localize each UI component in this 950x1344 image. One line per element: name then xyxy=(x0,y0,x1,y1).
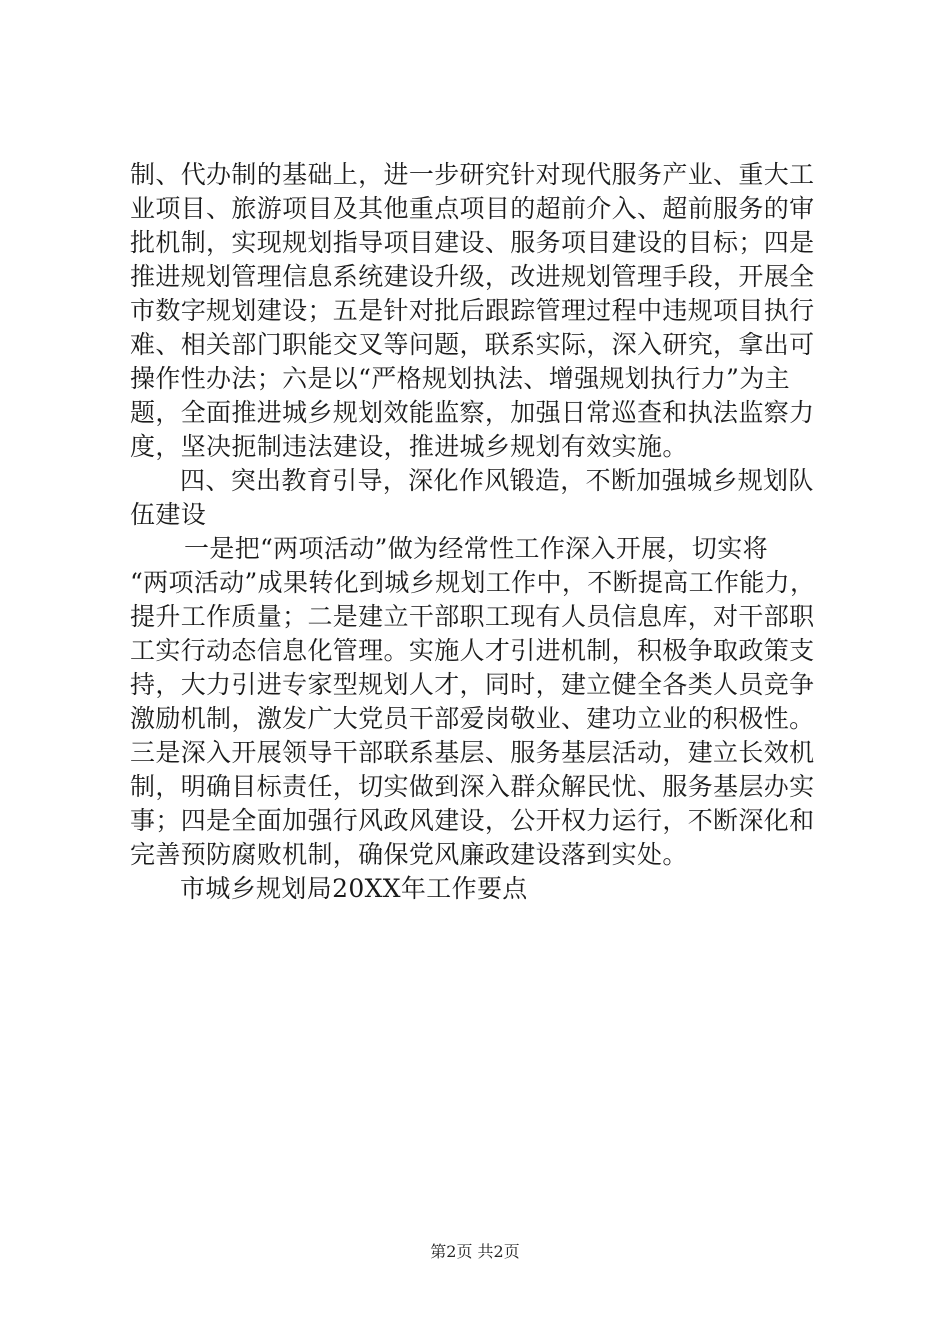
text-line: 提升工作质量；二是建立干部职工现有人员信息库，对干部职 xyxy=(130,602,815,631)
text-line: 推进规划管理信息系统建设升级，改进规划管理手段，开展全 xyxy=(130,262,815,291)
section-heading-4 xyxy=(130,464,830,532)
text-line: 工实行动态信息化管理。实施人才引进机制，积极争取政策支 xyxy=(130,636,815,665)
paragraph-planning-measures xyxy=(130,158,830,464)
text-line: 事；四是全面加强行风政风建设，公开权力运行，不断深化和 xyxy=(130,806,815,835)
text-line: 市数字规划建设；五是针对批后跟踪管理过程中违规项目执行 xyxy=(130,296,815,325)
text-line: 三是深入开展领导干部联系基层、服务基层活动，建立长效机 xyxy=(130,738,815,767)
closing-title: 市城乡规划局20XX年工作要点 xyxy=(180,874,528,903)
text-line: “两项活动”成果转化到城乡规划工作中，不断提高工作能力， xyxy=(130,568,816,597)
text-line: 题，全面推进城乡规划效能监察，加强日常巡查和执法监察力 xyxy=(130,398,815,427)
text-line: 操作性办法；六是以“严格规划执法、增强规划执行力”为主 xyxy=(130,364,791,393)
text-line: 难、相关部门职能交叉等问题，联系实际，深入研究，拿出可 xyxy=(130,330,815,359)
text-line: 制、代办制的基础上，进一步研究针对现代服务产业、重大工 xyxy=(130,160,815,189)
heading-line: 四、突出教育引导，深化作风锻造，不断加强城乡规划队 xyxy=(180,466,814,495)
paragraph-team-building xyxy=(130,532,830,872)
text-line: 激励机制，激发广大党员干部爱岗敬业、建功立业的积极性。 xyxy=(130,704,815,733)
document-body xyxy=(130,158,830,906)
text-line: 一是把“两项活动”做为经常性工作深入开展，切实将 xyxy=(184,534,768,563)
page-number: 第2页 共2页 xyxy=(430,1242,520,1261)
text-line: 度，坚决扼制违法建设，推进城乡规划有效实施。 xyxy=(130,432,688,461)
text-line: 完善预防腐败机制，确保党风廉政建设落到实处。 xyxy=(130,840,688,869)
text-line: 持，大力引进专家型规划人才，同时，建立健全各类人员竞争 xyxy=(130,670,815,699)
text-line: 批机制，实现规划指导项目建设、服务项目建设的目标；四是 xyxy=(130,228,815,257)
text-line: 业项目、旅游项目及其他重点项目的超前介入、超前服务的审 xyxy=(130,194,815,223)
heading-line: 伍建设 xyxy=(130,500,207,529)
text-line: 制，明确目标责任，切实做到深入群众解民忧、服务基层办实 xyxy=(130,772,815,801)
